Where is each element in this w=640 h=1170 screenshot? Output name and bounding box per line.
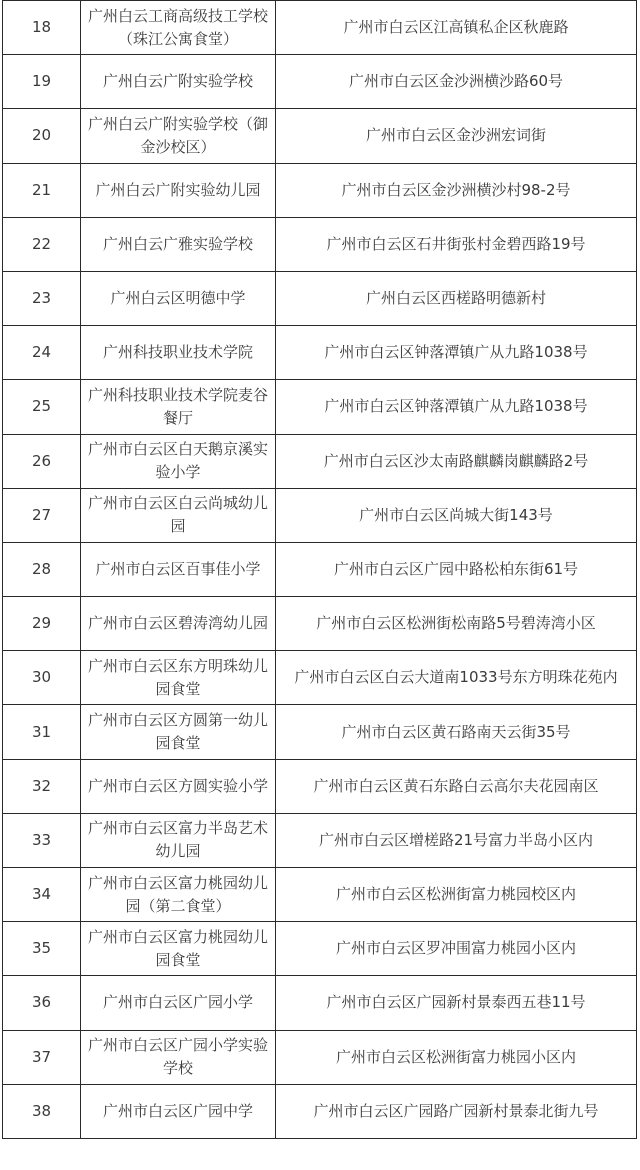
school-name: 广州科技职业技术学院 xyxy=(81,326,276,380)
table-row xyxy=(3,109,637,163)
school-name: 广州市白云区富力桃园幼儿园食堂 xyxy=(81,922,276,976)
table-row xyxy=(3,868,637,922)
table-row xyxy=(3,1084,637,1138)
school-name: 广州市白云区东方明珠幼儿园食堂 xyxy=(81,651,276,705)
row-number: 38 xyxy=(3,1084,81,1138)
table-row xyxy=(3,976,637,1030)
school-name: 广州市白云区广园小学实验学校 xyxy=(81,1030,276,1084)
school-name: 广州市白云区白天鹅京溪实验小学 xyxy=(81,434,276,488)
table-row xyxy=(3,813,637,867)
school-name: 广州市白云区广园中学 xyxy=(81,1084,276,1138)
row-number: 19 xyxy=(3,55,81,109)
school-address: 广州市白云区金沙洲宏词街 xyxy=(276,109,637,163)
school-address: 广州市白云区钟落潭镇广从九路1038号 xyxy=(276,326,637,380)
row-number: 29 xyxy=(3,597,81,651)
school-name: 广州市白云区广园小学 xyxy=(81,976,276,1030)
school-address: 广州市白云区钟落潭镇广从九路1038号 xyxy=(276,380,637,434)
row-number: 35 xyxy=(3,922,81,976)
table-row xyxy=(3,651,637,705)
school-address: 广州市白云区增槎路21号富力半岛小区内 xyxy=(276,813,637,867)
school-address: 广州市白云区广园中路松柏东街61号 xyxy=(276,542,637,596)
school-address: 广州市白云区广园路广园新村景泰北街九号 xyxy=(276,1084,637,1138)
school-name: 广州市白云区富力半岛艺术幼儿园 xyxy=(81,813,276,867)
school-name: 广州白云广附实验学校（御金沙校区） xyxy=(81,109,276,163)
table-row xyxy=(3,1,637,55)
school-name: 广州白云广附实验学校 xyxy=(81,55,276,109)
row-number: 28 xyxy=(3,542,81,596)
school-name: 广州白云广雅实验学校 xyxy=(81,217,276,271)
table-row xyxy=(3,922,637,976)
school-address: 广州市白云区沙太南路麒麟岗麒麟路2号 xyxy=(276,434,637,488)
row-number: 34 xyxy=(3,868,81,922)
school-name: 广州白云区明德中学 xyxy=(81,271,276,325)
row-number: 27 xyxy=(3,488,81,542)
school-canteen-table xyxy=(2,0,637,1139)
row-number: 26 xyxy=(3,434,81,488)
table-row xyxy=(3,55,637,109)
table-row xyxy=(3,217,637,271)
row-number: 30 xyxy=(3,651,81,705)
table-row xyxy=(3,488,637,542)
table-row xyxy=(3,1030,637,1084)
school-address: 广州市白云区广园新村景泰西五巷11号 xyxy=(276,976,637,1030)
row-number: 18 xyxy=(3,1,81,55)
table-row xyxy=(3,326,637,380)
school-address: 广州市白云区松洲街松南路5号碧涛湾小区 xyxy=(276,597,637,651)
table-row xyxy=(3,597,637,651)
school-address: 广州市白云区罗冲围富力桃园小区内 xyxy=(276,922,637,976)
table-row xyxy=(3,759,637,813)
table-row xyxy=(3,163,637,217)
school-address: 广州市白云区黄石东路白云高尔夫花园南区 xyxy=(276,759,637,813)
school-address: 广州市白云区金沙洲横沙路60号 xyxy=(276,55,637,109)
row-number: 24 xyxy=(3,326,81,380)
school-address: 广州市白云区松洲街富力桃园校区内 xyxy=(276,868,637,922)
row-number: 23 xyxy=(3,271,81,325)
row-number: 32 xyxy=(3,759,81,813)
row-number: 25 xyxy=(3,380,81,434)
table-row xyxy=(3,380,637,434)
school-address: 广州市白云区黄石路南天云街35号 xyxy=(276,705,637,759)
row-number: 33 xyxy=(3,813,81,867)
row-number: 22 xyxy=(3,217,81,271)
row-number: 20 xyxy=(3,109,81,163)
table-row xyxy=(3,271,637,325)
table-row xyxy=(3,542,637,596)
school-address: 广州市白云区松洲街富力桃园小区内 xyxy=(276,1030,637,1084)
school-name: 广州白云广附实验幼儿园 xyxy=(81,163,276,217)
school-name: 广州市白云区白云尚城幼儿园 xyxy=(81,488,276,542)
school-address: 广州市白云区尚城大街143号 xyxy=(276,488,637,542)
school-name: 广州市白云区碧涛湾幼儿园 xyxy=(81,597,276,651)
row-number: 36 xyxy=(3,976,81,1030)
school-name: 广州市白云区富力桃园幼儿园（第二食堂） xyxy=(81,868,276,922)
row-number: 31 xyxy=(3,705,81,759)
school-address: 广州白云区西槎路明德新村 xyxy=(276,271,637,325)
school-name: 广州市白云区百事佳小学 xyxy=(81,542,276,596)
school-name: 广州白云工商高级技工学校（珠江公寓食堂） xyxy=(81,1,276,55)
school-address: 广州市白云区白云大道南1033号东方明珠花苑内 xyxy=(276,651,637,705)
row-number: 37 xyxy=(3,1030,81,1084)
table-row xyxy=(3,705,637,759)
school-name: 广州科技职业技术学院麦谷餐厅 xyxy=(81,380,276,434)
school-address: 广州市白云区江高镇私企区秋鹿路 xyxy=(276,1,637,55)
table-row xyxy=(3,434,637,488)
table-body xyxy=(3,1,637,1139)
school-name: 广州市白云区方圆实验小学 xyxy=(81,759,276,813)
row-number: 21 xyxy=(3,163,81,217)
school-address: 广州市白云区金沙洲横沙村98-2号 xyxy=(276,163,637,217)
school-address: 广州市白云区石井街张村金碧西路19号 xyxy=(276,217,637,271)
school-name: 广州市白云区方圆第一幼儿园食堂 xyxy=(81,705,276,759)
